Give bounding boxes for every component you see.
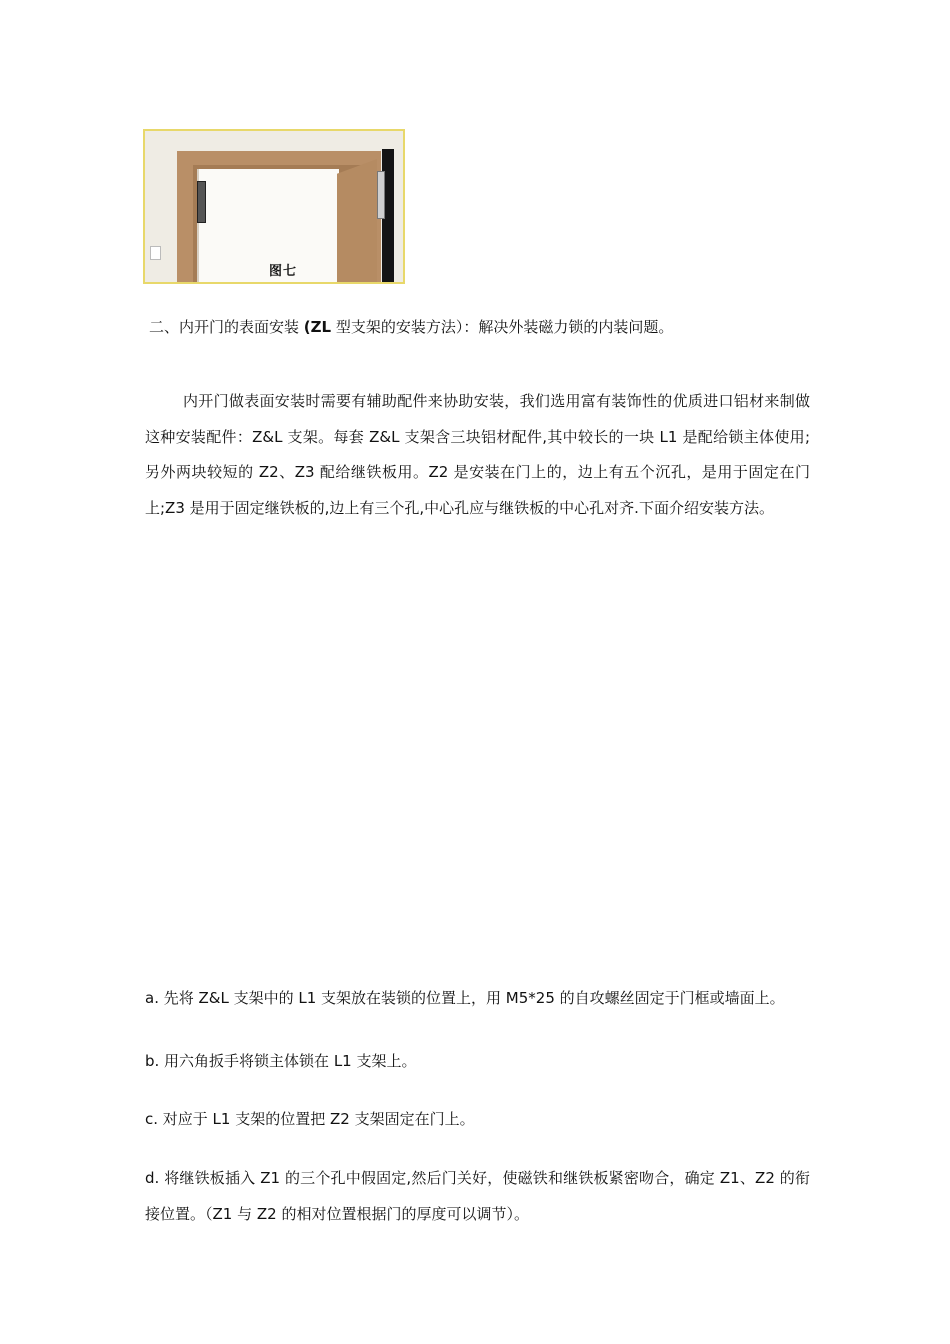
- step-b: b. 用六角扳手将锁主体锁在 L1 支架上。: [145, 1052, 417, 1070]
- section-heading: [149, 316, 673, 337]
- step-d: d. 将继铁板插入 Z1 的三个孔中假固定,然后门关好，使磁铁和继铁板紧密吻合，确定 Z1、Z2 的衔接位置。（Z1 与 Z2 的相对位置根据门的厚度可以调节）。: [145, 1169, 810, 1223]
- magnetic-lock-right: [377, 171, 385, 219]
- step-c: c. 对应于 L1 支架的位置把 Z2 支架固定在门上。: [145, 1110, 475, 1128]
- step-a: a. 先将 Z&L 支架中的 L1 支架放在装锁的位置上，用 M5*25 的自攻螺丝固定于门框或墙面上。: [145, 989, 785, 1007]
- heading-bold: (ZL: [303, 318, 332, 336]
- door-swing-panel: [337, 159, 377, 282]
- wall-switch: [150, 246, 161, 260]
- door-installation-figure: [143, 129, 405, 284]
- figure-caption: 图七: [269, 264, 298, 279]
- intro-paragraph: 内开门做表面安装时需要有辅助配件来协助安装，我们选用富有装饰性的优质进口铝材来制做这种安装配件：Z&L 支架。每套 Z&L 支架含三块铝材配件,其中较长的一块 L1 是配给锁主体使用;另外两块较短的 Z2、Z3 配给继铁板用。Z2 是安装在门上的，边上有五个沉孔，是用于固定在门上;Z3 是用于固定继铁板的,边上有三个孔,中心孔应与继铁板的中心孔对齐.下面介绍安装方法。: [145, 392, 810, 517]
- heading-prefix: 二、内开门的表面安装: [149, 318, 300, 336]
- door-panel: [197, 169, 339, 282]
- heading-suffix: 型支架的安装方法）：解决外装磁力锁的内装问题。: [335, 318, 674, 336]
- magnetic-lock-left: [197, 181, 206, 223]
